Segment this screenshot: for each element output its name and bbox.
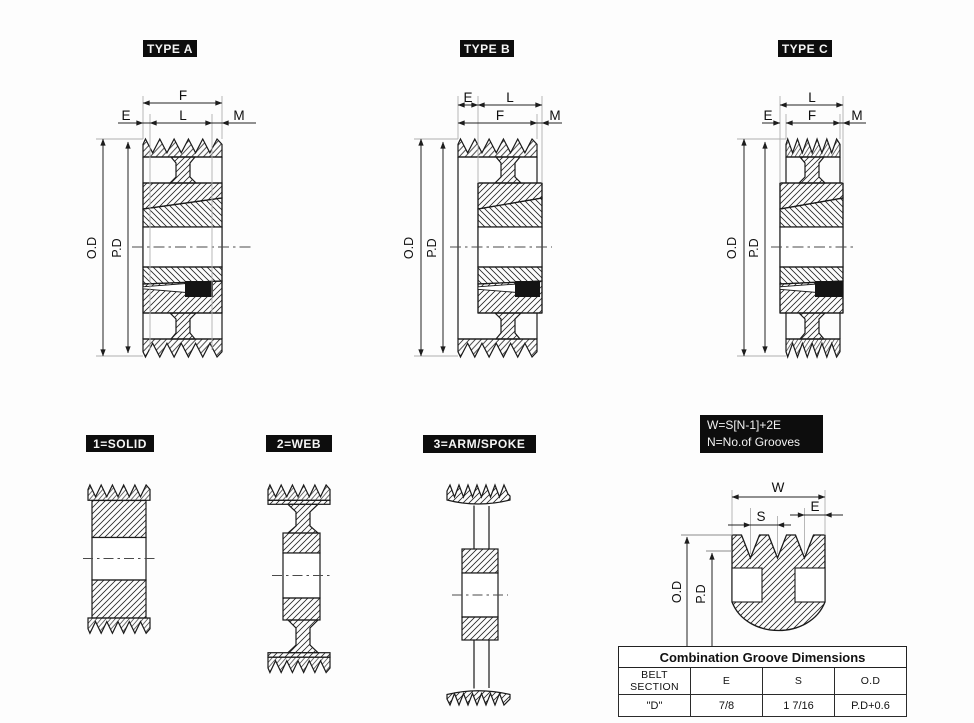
type-b-dim-l: L — [506, 90, 514, 105]
type-c-bore — [780, 227, 843, 267]
arm-hub-upper — [462, 549, 498, 573]
col-header-belt-section: BELT SECTION — [619, 668, 691, 695]
type-b-bottom-teeth — [458, 339, 537, 357]
arm-spoke-pulley-section — [447, 485, 510, 705]
type-a-top-web — [170, 157, 196, 183]
col-header-od: O.D — [835, 668, 907, 695]
type-c-dim-m: M — [851, 108, 863, 123]
groove-dim-od: O.D — [670, 580, 684, 604]
type-b-pulley-section — [450, 139, 552, 357]
col-header-e: E — [691, 668, 763, 695]
type-b-dim-pd: P.D — [425, 238, 439, 258]
groove-dim-e: E — [810, 499, 820, 514]
table-row — [619, 695, 907, 717]
groove-dim-pd: P.D — [694, 584, 708, 604]
type-b-top-teeth — [458, 139, 537, 157]
solid-bottom-teeth — [88, 618, 150, 633]
type-a-dim-f: F — [178, 88, 188, 103]
web-lower-web — [288, 620, 318, 653]
solid-body-lower — [92, 580, 146, 618]
web-hub-upper — [283, 533, 320, 553]
type-c-dim-e: E — [763, 108, 773, 123]
type-b-setscrew — [515, 281, 540, 297]
type-c-top-web — [799, 157, 825, 183]
type-a-bottom-teeth — [143, 339, 222, 357]
type-c-label: TYPE C — [778, 40, 832, 57]
solid-label: 1=SOLID — [86, 435, 154, 452]
cell-belt-section: "D" — [619, 695, 691, 717]
type-a-dim-m: M — [233, 108, 245, 123]
type-c-dim-pd: P.D — [747, 238, 761, 258]
type-b-bottom-web — [495, 313, 521, 339]
web-bottom-teeth — [268, 657, 330, 672]
arm-top-rim — [447, 485, 510, 504]
arm-spoke-label: 3=ARM/SPOKE — [423, 435, 536, 453]
type-c-dim-od: O.D — [725, 236, 739, 260]
formula-line-1: W=S[N-1]+2E — [707, 418, 782, 432]
solid-body-upper — [92, 501, 146, 538]
web-upper-web — [288, 504, 318, 533]
groove-dim-w: W — [771, 480, 785, 495]
type-a-label: TYPE A — [143, 40, 197, 57]
groove-extension-lines — [681, 490, 825, 554]
type-c-top-teeth — [786, 139, 840, 157]
groove-dim-s: S — [756, 509, 766, 524]
type-b-label: TYPE B — [460, 40, 514, 57]
type-a-dim-od: O.D — [85, 236, 99, 260]
col-header-s: S — [763, 668, 835, 695]
solid-pulley-section — [83, 485, 155, 633]
type-b-dim-m: M — [549, 108, 561, 123]
groove-left-window — [732, 568, 762, 602]
type-a-bottom-web — [170, 313, 196, 339]
type-c-bottom-teeth — [786, 339, 840, 357]
type-a-top-teeth — [143, 139, 222, 157]
combination-groove-dimensions-table — [618, 646, 907, 717]
groove-width-formula-box — [700, 415, 823, 453]
type-c-setscrew — [815, 281, 843, 297]
cell-e-value: 7/8 — [691, 695, 763, 717]
groove-detail-section — [732, 535, 825, 631]
type-a-dim-pd: P.D — [110, 238, 124, 258]
cell-s-value: 1 7/16 — [763, 695, 835, 717]
web-hub-lower — [283, 598, 320, 620]
type-c-bottom-web — [799, 313, 825, 339]
table-title: Combination Groove Dimensions — [619, 647, 907, 668]
type-b-top-web — [495, 157, 521, 183]
web-pulley-section — [268, 485, 331, 673]
formula-line-2: N=No.of Grooves — [707, 435, 801, 449]
type-c-pulley-section — [771, 139, 853, 357]
type-c-dim-l: L — [808, 90, 816, 105]
groove-right-window — [795, 568, 825, 602]
type-a-setscrew — [185, 281, 213, 297]
solid-top-teeth — [88, 485, 150, 500]
type-a-dim-e: E — [121, 108, 131, 123]
arm-bottom-rim — [447, 691, 510, 705]
type-b-dim-f: F — [495, 108, 505, 123]
type-a-dim-l: L — [179, 108, 187, 123]
cell-od-value: P.D+0.6 — [835, 695, 907, 717]
arm-hub-lower — [462, 617, 498, 640]
type-b-dim-od: O.D — [402, 236, 416, 260]
web-top-teeth — [268, 485, 330, 500]
type-b-dim-e: E — [463, 90, 473, 105]
type-c-dim-f: F — [807, 108, 817, 123]
web-label: 2=WEB — [266, 435, 332, 452]
